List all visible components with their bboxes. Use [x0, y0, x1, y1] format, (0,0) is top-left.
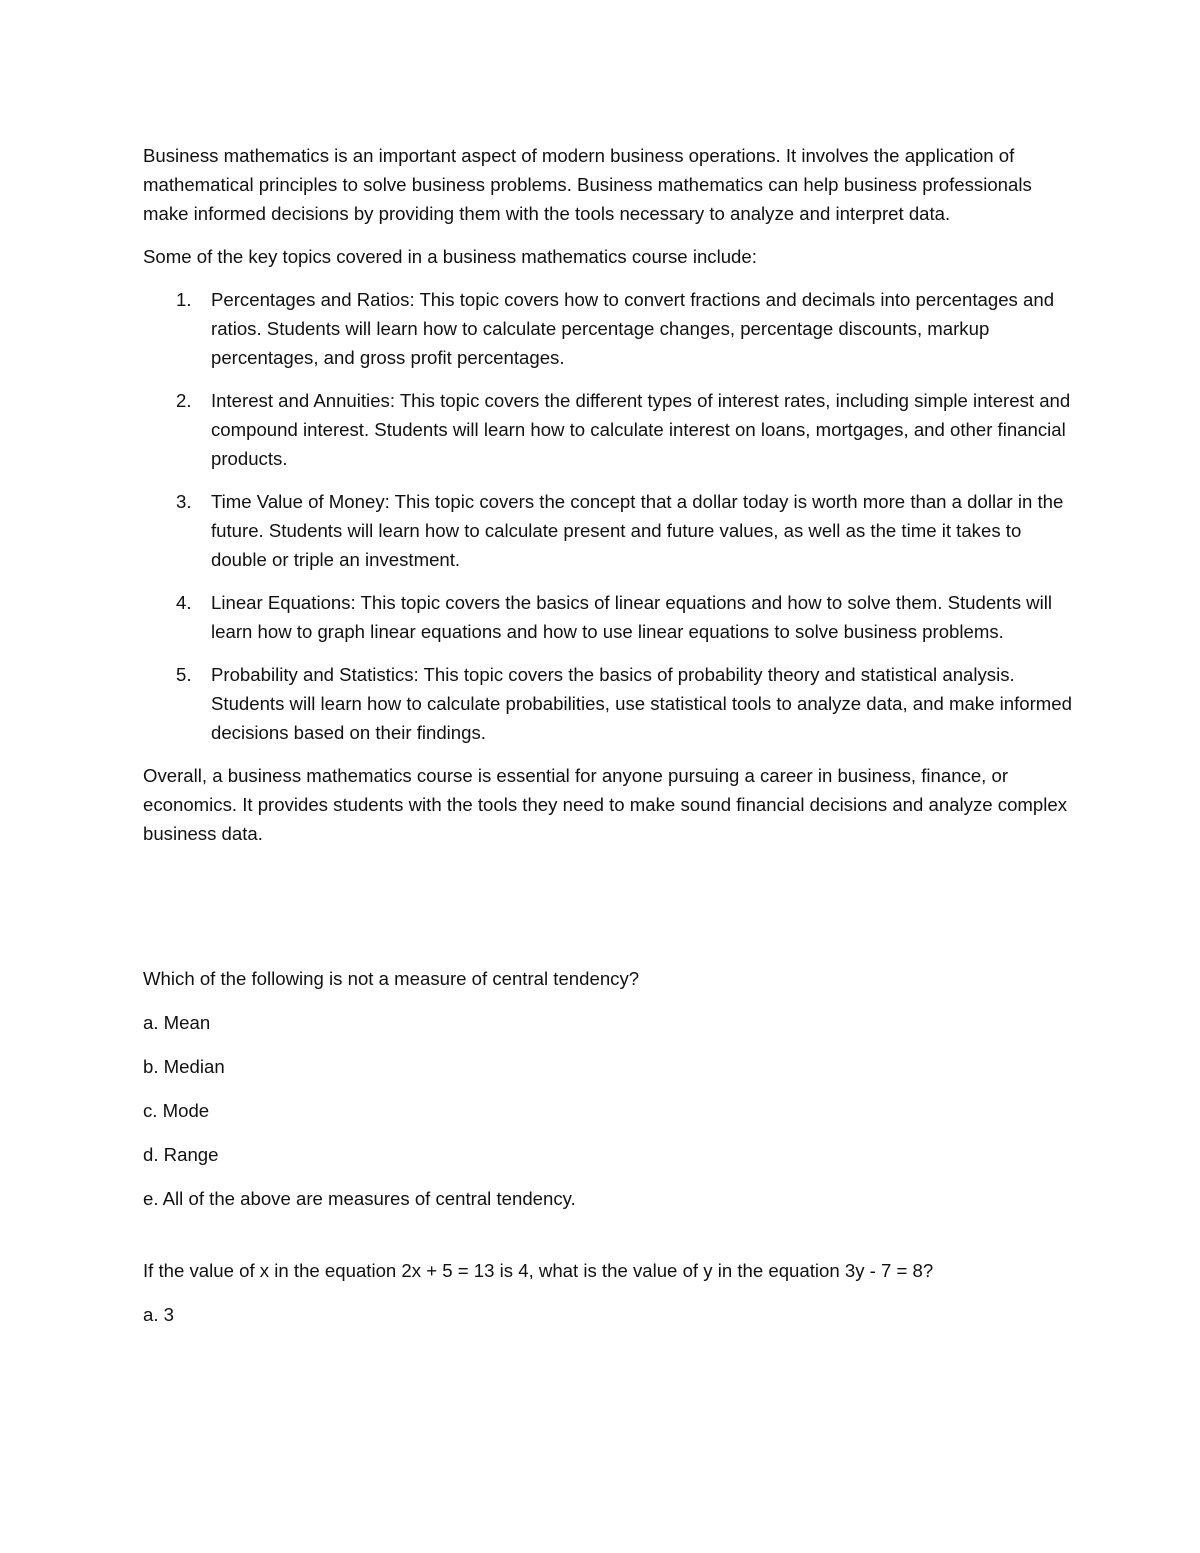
answer-option: e. All of the above are measures of central tendency. — [143, 1188, 576, 1209]
question-block-2 — [143, 1256, 1078, 1329]
list-item-text: Linear Equations: This topic covers the basics of linear equations and how to solve them. Students will learn how to graph linear equations and how to use linear equations to solve business problems. — [211, 592, 1052, 642]
answer-option: b. Median — [143, 1056, 225, 1077]
answer-option: a. Mean — [143, 1012, 211, 1033]
list-item — [143, 487, 1078, 574]
list-item-text: Interest and Annuities: This topic covers the different types of interest rates, including simple interest and compound interest. Students will learn how to calculate interest on loans, mortgages, and other financial products. — [211, 390, 1071, 469]
list-item-number: 5. — [176, 664, 192, 685]
question-1-text: Which of the following is not a measure of central tendency? — [143, 968, 640, 989]
list-item-number: 2. — [176, 390, 192, 411]
list-item — [143, 660, 1078, 747]
list-item-number: 3. — [176, 491, 192, 512]
list-item — [143, 386, 1078, 473]
document-body — [143, 141, 1078, 1344]
list-item — [143, 588, 1078, 646]
intro-paragraph: Business mathematics is an important aspect of modern business operations. It involves the application of mathematical principles to solve business problems. Business mathematics can help business professionals make informed decisions by providing them with the tools necessary to analyze and interpret data. — [143, 145, 1032, 224]
answer-option: a. 3 — [143, 1304, 175, 1325]
topics-lead-paragraph: Some of the key topics covered in a business mathematics course include: — [143, 246, 757, 267]
answer-option: c. Mode — [143, 1100, 210, 1121]
list-item — [143, 285, 1078, 372]
answer-option: d. Range — [143, 1144, 219, 1165]
list-item-text: Time Value of Money: This topic covers the concept that a dollar today is worth more than a dollar in the future. Students will learn how to calculate present and future values, as well as the time it takes to double or triple an investment. — [211, 491, 1064, 570]
topics-list — [143, 285, 1078, 747]
list-item-text: Probability and Statistics: This topic covers the basics of probability theory and statistical analysis. Students will learn how to calculate probabilities, use statistical tools to analyze data, and make informed decisions based on their findings. — [211, 664, 1072, 743]
question-block-1 — [143, 964, 1078, 1213]
list-item-number: 1. — [176, 289, 192, 310]
question-2-text: If the value of x in the equation 2x + 5 = 13 is 4, what is the value of y in the equation 3y - 7 = 8? — [143, 1260, 934, 1281]
list-item-text: Percentages and Ratios: This topic covers how to convert fractions and decimals into percentages and ratios. Students will learn how to calculate percentage changes, percentage discounts, markup percentages, and gross profit percentages. — [211, 289, 1055, 368]
list-item-number: 4. — [176, 592, 192, 613]
conclusion-paragraph: Overall, a business mathematics course is essential for anyone pursuing a career in business, finance, or economics. It provides students with the tools they need to make sound financial decisions and analyze complex business data. — [143, 765, 1068, 844]
